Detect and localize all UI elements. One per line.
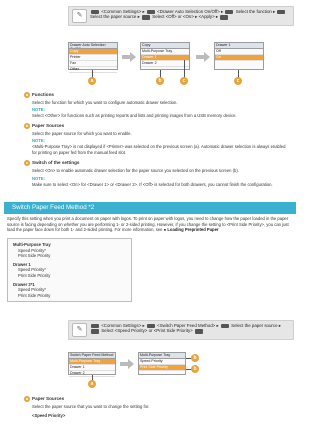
lcd-screen-switch: Drawer 1 Off On (214, 42, 264, 70)
lcd-screen-paper-source: Copy Multi-Purpose Tray Drawer 1 Drawer 2 (140, 42, 190, 70)
note-label: NOTE: (32, 176, 46, 181)
functions-heading: a Functions (25, 92, 54, 98)
option-group: Drawer 1 (13, 261, 31, 267)
lcd-screen-feed-source: Switch Paper Feed Method Multi-Purpose Tray Drawer 1 Drawer 2 (68, 352, 116, 375)
ok-key-icon (147, 324, 155, 329)
ok-key-icon (142, 15, 150, 20)
callout-badge: b (156, 77, 164, 85)
note-label: NOTE: (32, 107, 46, 112)
section-header: Switch Paper Feed Method *2 (4, 202, 296, 214)
lcd-screen-function: Drawer Auto Selection Copy Printer Fax Other (68, 42, 118, 70)
step-instruction-text: <Common Settings> ▸ <Switch Paper Feed Method> ▸ Select the paper source ▸ Select <Speed Priority> or <Print Side Priority> (90, 323, 290, 334)
callout-badge: a (88, 380, 96, 388)
ok-key-icon (221, 324, 229, 329)
callout-badge: b (191, 365, 199, 373)
screen-row[interactable]: Drawer 2 (141, 61, 189, 67)
callout-badge: b (191, 354, 199, 362)
option-group: Drawer 2*1 (13, 281, 35, 287)
switch-note: Make sure to select <On> for <Drawer 1> or <Drawer 2>. If <Off> is selected for both drawers, you cannot finish the configuration. (32, 182, 273, 187)
arrow-right-icon (120, 359, 134, 369)
arrow-right-icon (196, 52, 210, 62)
callout-badge: a (88, 77, 96, 85)
screen-row[interactable]: On (215, 55, 263, 61)
ok-key-icon (91, 329, 99, 334)
switch-heading: c Switch of the settings (25, 160, 80, 166)
ok-key-icon (220, 15, 228, 20)
option-item: Print Side Priority (18, 272, 51, 278)
option-item: Speed Priority* (18, 267, 46, 273)
paper-sources-text: Select the paper source for which you want to enable. (32, 131, 132, 136)
menu-key-icon (91, 324, 99, 329)
paper-sources-2-text: Select the paper source that you want to change the setting for. (32, 404, 150, 409)
screen-row[interactable]: Copy (69, 49, 117, 55)
option-item: Speed Priority* (18, 247, 46, 253)
screen-row[interactable]: Printer (69, 55, 117, 61)
screen-row[interactable]: Multi-Purpose Tray (69, 359, 115, 365)
pencil-icon: ✎ (72, 323, 87, 337)
screen-row[interactable]: Drawer 2 (69, 371, 115, 377)
options-box (7, 238, 132, 302)
step-instruction-bar (68, 320, 294, 340)
screen-row[interactable]: Multi-Purpose Tray (141, 49, 189, 55)
loading-preprinted-paper-link[interactable]: ● Loading Preprinted Paper (163, 227, 219, 233)
ok-key-icon (277, 10, 285, 15)
paper-sources-heading-2: a Paper Sources (25, 396, 65, 402)
lcd-screen-feed-method: Multi-Purpose Tray Speed Priority Print Side Priority (138, 352, 186, 375)
intro-paragraph: Specify this setting when you print a document on paper with logos. To print on paper with logos, you need to change how the paper loaded in the paper source is facing depending on whether you are performing 1- or 2-sided printing. However, if you change the setting to <Print Side Priority>, you can just load the paper face down for both 1- and 2-sided printing. For more information, see ● Loading Preprinted Paper (7, 216, 289, 233)
ok-key-icon (195, 329, 203, 334)
functions-note: Select <Other> for functions such as printing reports and lists and printing images from a USB memory device. (32, 113, 237, 118)
note-label: NOTE: (32, 138, 46, 143)
functions-text: Select the function for which you want to configure automatic drawer selection. (32, 100, 178, 105)
option-item: Speed Priority* (18, 287, 46, 293)
step-instruction-bar (68, 6, 294, 26)
arrow-right-icon (122, 52, 136, 62)
screen-row[interactable]: Drawer 1 (69, 365, 115, 371)
paper-sources-note: <Multi-Purpose Tray> is not displayed if <Printer> was selected on the previous screen (a). Automatic drawer selection is always enabled for printing on paper fed from the manual feed slot. (32, 144, 286, 155)
leader-line (184, 60, 185, 78)
speed-priority-label: <Speed Priority> (32, 413, 66, 418)
screen-row[interactable]: Print Side Priority (139, 365, 185, 371)
callout-badge: c (234, 77, 242, 85)
screen-row[interactable]: Fax (69, 61, 117, 67)
ok-key-icon (147, 10, 155, 15)
screen-row[interactable]: Drawer 1 (141, 55, 189, 61)
pencil-icon: ✎ (72, 9, 87, 23)
option-item: Print Side Priority (18, 253, 51, 259)
option-item: Print Side Priority (18, 292, 51, 298)
step-instruction-text: <Common Settings> ▸ <Drawer Auto Selection On/Off> ▸ Select the function ▸ Select the paper source ▸ Select <Off> or <On> ▸ <Apply> ▸ (90, 9, 290, 20)
option-group: Multi-Purpose Tray (13, 242, 51, 247)
screen-row[interactable]: Speed Priority (139, 359, 185, 365)
screen-row[interactable]: Off (215, 49, 263, 55)
menu-key-icon (91, 10, 99, 15)
callout-badge: c (180, 77, 188, 85)
switch-text: Select <On> to enable automatic drawer selection for the paper source you selected on the previous screen (b). (32, 168, 239, 173)
screen-row[interactable]: Other (69, 67, 117, 73)
ok-key-icon (225, 10, 233, 15)
paper-sources-heading: b Paper Sources (25, 123, 65, 129)
